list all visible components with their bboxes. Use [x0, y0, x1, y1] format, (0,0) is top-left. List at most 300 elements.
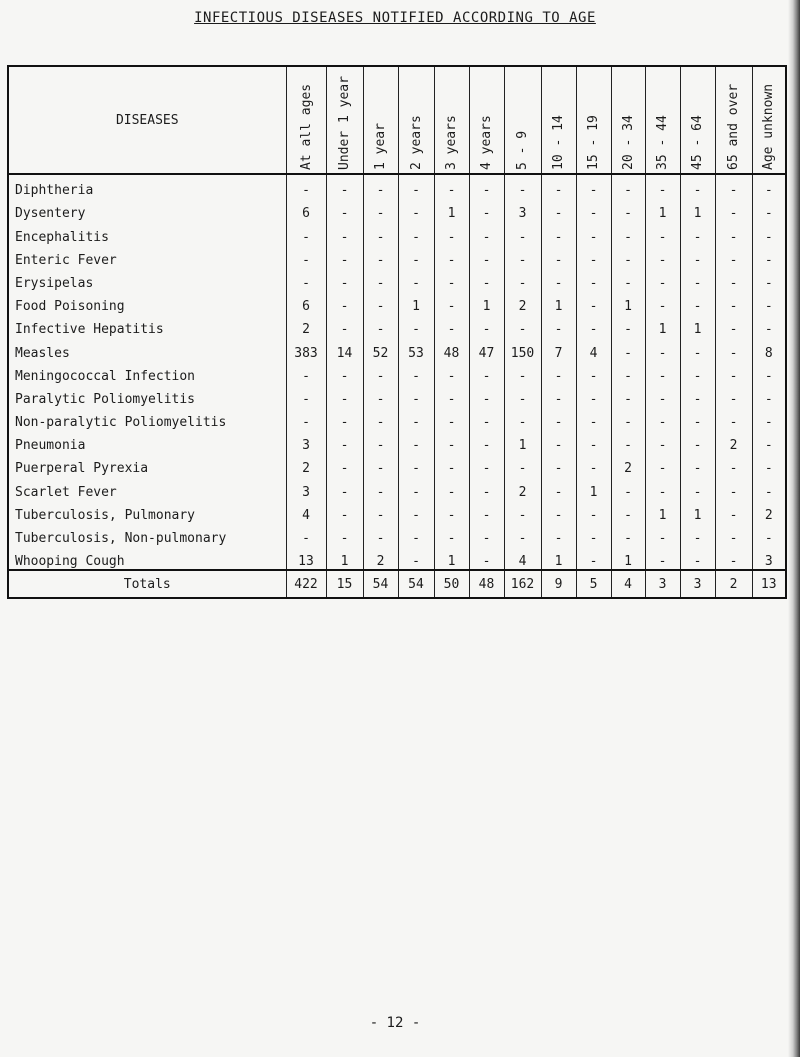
count-cell: 1: [576, 476, 611, 499]
disease-name: Enteric Fever: [8, 245, 286, 268]
count-cell: 4: [504, 546, 541, 570]
count-cell: 4: [576, 337, 611, 360]
header-row: [8, 66, 786, 174]
count-cell: -: [715, 268, 752, 291]
age-column-label: At all ages: [298, 83, 314, 170]
count-cell: -: [398, 361, 434, 384]
count-cell: -: [715, 174, 752, 198]
count-cell: -: [576, 245, 611, 268]
count-cell: -: [645, 361, 680, 384]
count-cell: 2: [363, 546, 398, 570]
total-cell: 48: [469, 570, 504, 598]
count-cell: -: [398, 245, 434, 268]
disease-name: Diphtheria: [8, 174, 286, 198]
count-cell: -: [611, 523, 645, 546]
count-cell: 1: [680, 198, 715, 221]
count-cell: -: [752, 430, 786, 453]
count-cell: -: [398, 174, 434, 198]
count-cell: -: [680, 268, 715, 291]
count-cell: -: [398, 407, 434, 430]
disease-name: Paralytic Poliomyelitis: [8, 384, 286, 407]
disease-name: Encephalitis: [8, 221, 286, 244]
count-cell: -: [715, 337, 752, 360]
page-number: - 12 -: [369, 1015, 421, 1031]
count-cell: -: [541, 245, 576, 268]
count-cell: 3: [504, 198, 541, 221]
age-column-header: [434, 66, 469, 174]
table-row: [8, 174, 786, 198]
count-cell: -: [326, 174, 363, 198]
count-cell: -: [434, 476, 469, 499]
count-cell: -: [434, 221, 469, 244]
count-cell: -: [680, 174, 715, 198]
count-cell: -: [645, 337, 680, 360]
count-cell: -: [541, 476, 576, 499]
count-cell: -: [469, 453, 504, 476]
age-column-label: 45 - 64: [690, 115, 705, 170]
count-cell: -: [715, 500, 752, 523]
count-cell: -: [363, 174, 398, 198]
count-cell: 383: [286, 337, 326, 360]
count-cell: -: [434, 523, 469, 546]
count-cell: -: [434, 361, 469, 384]
table-row: [8, 221, 786, 244]
count-cell: -: [541, 198, 576, 221]
count-cell: 1: [434, 546, 469, 570]
disease-name: Infective Hepatitis: [8, 314, 286, 337]
disease-name: Meningococcal Infection: [8, 361, 286, 384]
count-cell: -: [611, 314, 645, 337]
count-cell: -: [611, 430, 645, 453]
count-cell: -: [363, 523, 398, 546]
count-cell: 1: [434, 198, 469, 221]
total-cell: 9: [541, 570, 576, 598]
count-cell: -: [398, 500, 434, 523]
scan-edge-shadow: [788, 0, 800, 1057]
age-column-header: [611, 66, 645, 174]
count-cell: -: [541, 523, 576, 546]
count-cell: -: [363, 407, 398, 430]
count-cell: -: [363, 221, 398, 244]
count-cell: -: [469, 245, 504, 268]
count-cell: 1: [398, 291, 434, 314]
count-cell: 1: [680, 500, 715, 523]
count-cell: -: [363, 291, 398, 314]
count-cell: -: [398, 453, 434, 476]
count-cell: 2: [752, 500, 786, 523]
age-column-label: 35 - 44: [655, 115, 670, 170]
count-cell: -: [286, 523, 326, 546]
disease-name: Dysentery: [8, 198, 286, 221]
count-cell: -: [752, 174, 786, 198]
count-cell: -: [611, 221, 645, 244]
count-cell: -: [715, 476, 752, 499]
count-cell: -: [576, 430, 611, 453]
count-cell: -: [326, 500, 363, 523]
count-cell: -: [469, 198, 504, 221]
count-cell: -: [504, 453, 541, 476]
table-row: [8, 476, 786, 499]
count-cell: -: [469, 407, 504, 430]
count-cell: -: [504, 384, 541, 407]
count-cell: -: [469, 430, 504, 453]
count-cell: -: [645, 245, 680, 268]
count-cell: -: [715, 221, 752, 244]
table-row: [8, 198, 786, 221]
count-cell: -: [398, 221, 434, 244]
count-cell: -: [363, 268, 398, 291]
count-cell: -: [326, 384, 363, 407]
count-cell: -: [504, 361, 541, 384]
count-cell: -: [504, 314, 541, 337]
count-cell: -: [752, 268, 786, 291]
count-cell: -: [434, 430, 469, 453]
total-cell: 422: [286, 570, 326, 598]
count-cell: -: [680, 453, 715, 476]
count-cell: -: [398, 384, 434, 407]
count-cell: -: [434, 500, 469, 523]
count-cell: -: [363, 361, 398, 384]
page-title: INFECTIOUS DISEASES NOTIFIED ACCORDING TO AGE: [194, 10, 596, 26]
count-cell: -: [645, 384, 680, 407]
count-cell: 3: [286, 476, 326, 499]
age-column-label: 15 - 19: [586, 115, 601, 170]
age-column-label: 20 - 34: [620, 115, 636, 170]
count-cell: 47: [469, 337, 504, 360]
count-cell: -: [541, 453, 576, 476]
count-cell: -: [504, 245, 541, 268]
age-column-header: [326, 66, 363, 174]
age-column-label: 5 - 9: [515, 130, 530, 170]
count-cell: -: [611, 245, 645, 268]
count-cell: -: [645, 523, 680, 546]
total-cell: 3: [645, 570, 680, 598]
table-row: [8, 523, 786, 546]
count-cell: -: [611, 174, 645, 198]
total-cell: 3: [680, 570, 715, 598]
age-column-header: [469, 66, 504, 174]
count-cell: 2: [286, 453, 326, 476]
age-column-header: [541, 66, 576, 174]
count-cell: -: [398, 314, 434, 337]
disease-name: Whooping Cough: [8, 546, 286, 570]
count-cell: -: [576, 407, 611, 430]
count-cell: -: [434, 453, 469, 476]
disease-name: Tuberculosis, Non-pulmonary: [8, 523, 286, 546]
age-column-label: 4 years: [479, 115, 494, 170]
count-cell: -: [326, 407, 363, 430]
disease-name: Erysipelas: [8, 268, 286, 291]
count-cell: -: [326, 430, 363, 453]
count-cell: -: [363, 430, 398, 453]
count-cell: -: [541, 268, 576, 291]
count-cell: -: [541, 361, 576, 384]
count-cell: -: [469, 500, 504, 523]
count-cell: -: [541, 500, 576, 523]
count-cell: -: [398, 523, 434, 546]
count-cell: -: [434, 314, 469, 337]
count-cell: -: [715, 523, 752, 546]
count-cell: -: [326, 268, 363, 291]
count-cell: 1: [326, 546, 363, 570]
total-cell: 2: [715, 570, 752, 598]
count-cell: 8: [752, 337, 786, 360]
count-cell: -: [680, 430, 715, 453]
count-cell: -: [541, 384, 576, 407]
count-cell: -: [326, 361, 363, 384]
count-cell: -: [752, 221, 786, 244]
count-cell: 2: [611, 453, 645, 476]
count-cell: -: [504, 221, 541, 244]
count-cell: -: [286, 245, 326, 268]
age-column-header: [715, 66, 752, 174]
age-column-header: [363, 66, 398, 174]
total-cell: 13: [752, 570, 786, 598]
count-cell: -: [645, 268, 680, 291]
count-cell: -: [752, 384, 786, 407]
age-column-label: 3 years: [444, 115, 459, 170]
count-cell: -: [645, 453, 680, 476]
count-cell: -: [326, 221, 363, 244]
disease-name: Scarlet Fever: [8, 476, 286, 499]
total-cell: 54: [398, 570, 434, 598]
total-cell: 5: [576, 570, 611, 598]
count-cell: -: [611, 337, 645, 360]
count-cell: 1: [541, 546, 576, 570]
count-cell: 7: [541, 337, 576, 360]
disease-name: Tuberculosis, Pulmonary: [8, 500, 286, 523]
count-cell: -: [752, 476, 786, 499]
age-column-header: [752, 66, 786, 174]
count-cell: -: [680, 245, 715, 268]
table-row: [8, 453, 786, 476]
count-cell: -: [715, 291, 752, 314]
count-cell: 2: [286, 314, 326, 337]
total-cell: 4: [611, 570, 645, 598]
count-cell: -: [645, 546, 680, 570]
count-cell: -: [752, 314, 786, 337]
age-column-label: 1 year: [373, 123, 388, 170]
table-row: [8, 384, 786, 407]
total-cell: 54: [363, 570, 398, 598]
count-cell: 4: [286, 500, 326, 523]
count-cell: -: [398, 476, 434, 499]
count-cell: -: [504, 174, 541, 198]
count-cell: -: [326, 476, 363, 499]
count-cell: 14: [326, 337, 363, 360]
count-cell: -: [398, 198, 434, 221]
count-cell: -: [398, 268, 434, 291]
count-cell: 2: [504, 291, 541, 314]
count-cell: 52: [363, 337, 398, 360]
count-cell: 53: [398, 337, 434, 360]
count-cell: -: [541, 314, 576, 337]
disease-name: Non-paralytic Poliomyelitis: [8, 407, 286, 430]
table-row: [8, 314, 786, 337]
count-cell: -: [541, 174, 576, 198]
count-cell: 2: [715, 430, 752, 453]
age-column-label: Under 1 year: [337, 76, 352, 170]
totals-row: [8, 570, 786, 598]
count-cell: 2: [504, 476, 541, 499]
table-row: [8, 268, 786, 291]
totals-label: Totals: [8, 570, 286, 598]
count-cell: 1: [611, 546, 645, 570]
total-cell: 15: [326, 570, 363, 598]
count-cell: -: [680, 221, 715, 244]
disease-name: Measles: [8, 337, 286, 360]
table-row: [8, 546, 786, 570]
count-cell: -: [363, 314, 398, 337]
count-cell: -: [645, 476, 680, 499]
count-cell: -: [576, 361, 611, 384]
count-cell: -: [326, 314, 363, 337]
count-cell: -: [398, 430, 434, 453]
count-cell: -: [715, 407, 752, 430]
count-cell: -: [680, 361, 715, 384]
count-cell: -: [398, 546, 434, 570]
count-cell: -: [363, 198, 398, 221]
count-cell: -: [645, 174, 680, 198]
count-cell: -: [469, 476, 504, 499]
count-cell: -: [469, 221, 504, 244]
count-cell: -: [363, 245, 398, 268]
count-cell: 13: [286, 546, 326, 570]
count-cell: -: [752, 245, 786, 268]
count-cell: -: [286, 407, 326, 430]
count-cell: -: [469, 384, 504, 407]
count-cell: 1: [680, 314, 715, 337]
count-cell: -: [363, 453, 398, 476]
count-cell: -: [715, 245, 752, 268]
count-cell: 150: [504, 337, 541, 360]
count-cell: -: [611, 407, 645, 430]
count-cell: 1: [645, 198, 680, 221]
count-cell: -: [434, 291, 469, 314]
table-row: [8, 245, 786, 268]
count-cell: -: [715, 546, 752, 570]
age-column-label: 65 and over: [726, 83, 741, 170]
count-cell: -: [363, 500, 398, 523]
age-column-label: 2 years: [408, 115, 424, 170]
count-cell: -: [752, 407, 786, 430]
count-cell: -: [611, 500, 645, 523]
count-cell: -: [286, 361, 326, 384]
count-cell: -: [645, 221, 680, 244]
count-cell: -: [680, 291, 715, 314]
count-cell: -: [576, 523, 611, 546]
count-cell: -: [504, 407, 541, 430]
count-cell: -: [541, 221, 576, 244]
count-cell: -: [326, 291, 363, 314]
count-cell: -: [286, 174, 326, 198]
count-cell: 6: [286, 291, 326, 314]
count-cell: -: [715, 453, 752, 476]
count-cell: -: [286, 268, 326, 291]
count-cell: -: [715, 384, 752, 407]
count-cell: -: [715, 198, 752, 221]
count-cell: -: [504, 500, 541, 523]
count-cell: -: [680, 476, 715, 499]
age-column-header: [286, 66, 326, 174]
count-cell: -: [645, 291, 680, 314]
age-column-header: [398, 66, 434, 174]
table-row: [8, 337, 786, 360]
count-cell: -: [326, 523, 363, 546]
age-column-label: 10 - 14: [551, 115, 566, 170]
count-cell: -: [434, 384, 469, 407]
count-cell: 6: [286, 198, 326, 221]
count-cell: -: [576, 221, 611, 244]
count-cell: 1: [611, 291, 645, 314]
count-cell: -: [469, 268, 504, 291]
count-cell: 1: [469, 291, 504, 314]
count-cell: -: [326, 453, 363, 476]
age-column-header: [504, 66, 541, 174]
age-column-label: Age unknown: [761, 83, 777, 170]
diseases-column-header: DISEASES: [8, 66, 286, 174]
table-row: [8, 500, 786, 523]
count-cell: -: [645, 407, 680, 430]
count-cell: -: [715, 361, 752, 384]
count-cell: -: [680, 523, 715, 546]
count-cell: -: [541, 407, 576, 430]
count-cell: -: [611, 384, 645, 407]
count-cell: -: [504, 268, 541, 291]
age-column-header: [645, 66, 680, 174]
count-cell: -: [469, 546, 504, 570]
count-cell: -: [576, 268, 611, 291]
count-cell: -: [680, 407, 715, 430]
age-column-header: [680, 66, 715, 174]
count-cell: -: [363, 476, 398, 499]
disease-name: Pneumonia: [8, 430, 286, 453]
count-cell: 48: [434, 337, 469, 360]
count-cell: -: [576, 198, 611, 221]
total-cell: 162: [504, 570, 541, 598]
count-cell: 3: [752, 546, 786, 570]
count-cell: 1: [504, 430, 541, 453]
count-cell: 1: [645, 314, 680, 337]
count-cell: -: [363, 384, 398, 407]
count-cell: -: [326, 245, 363, 268]
count-cell: 1: [541, 291, 576, 314]
table-row: [8, 361, 786, 384]
table-row: [8, 430, 786, 453]
count-cell: -: [469, 361, 504, 384]
count-cell: -: [752, 291, 786, 314]
count-cell: -: [576, 546, 611, 570]
count-cell: -: [576, 314, 611, 337]
count-cell: -: [645, 430, 680, 453]
count-cell: -: [752, 523, 786, 546]
disease-name: Food Poisoning: [8, 291, 286, 314]
disease-age-table: [7, 65, 787, 599]
age-column-header: [576, 66, 611, 174]
count-cell: -: [576, 384, 611, 407]
count-cell: -: [469, 174, 504, 198]
count-cell: -: [469, 523, 504, 546]
count-cell: 1: [645, 500, 680, 523]
count-cell: -: [576, 500, 611, 523]
count-cell: -: [752, 361, 786, 384]
count-cell: -: [576, 291, 611, 314]
count-cell: -: [680, 384, 715, 407]
disease-name: Puerperal Pyrexia: [8, 453, 286, 476]
table-row: [8, 407, 786, 430]
count-cell: -: [469, 314, 504, 337]
total-cell: 50: [434, 570, 469, 598]
